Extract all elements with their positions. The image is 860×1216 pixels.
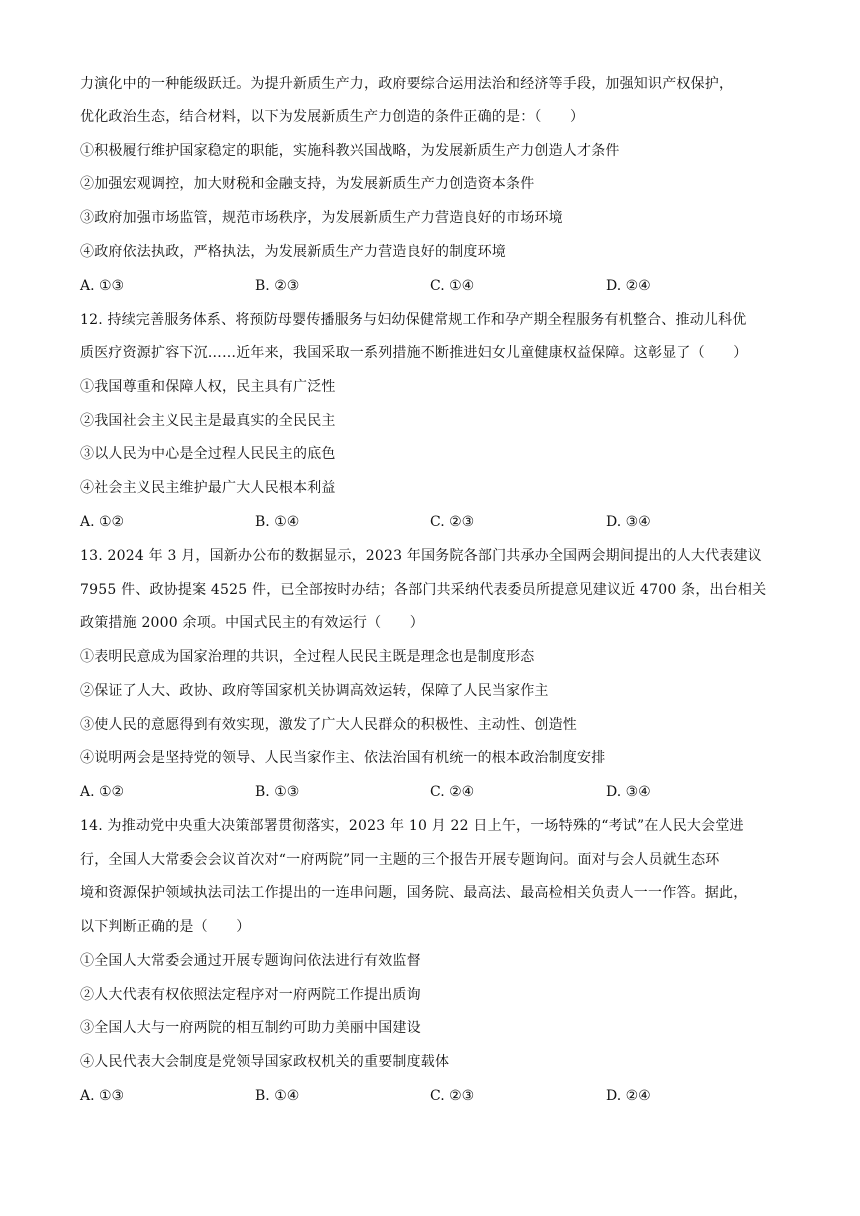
q12-options [80,512,780,532]
q12-option-c[interactable]: C. ②③ [430,514,475,530]
q11-option-d[interactable]: D. ②④ [606,278,651,294]
q12-option-d[interactable]: D. ③④ [606,514,651,530]
q11-option-c[interactable]: C. ①④ [430,278,475,294]
q13-stem-line-2: 7955 件、政协提案 4525 件，已全部按时办结；各部门共采纳代表委员所提意见建议近 4700 条，出台相关 [80,582,767,598]
q12-stem-line-2: 质医疗资源扩容下沉……近年来，我国采取一系列措施不断推进妇女儿童健康权益保障。这彰显了（ ） [80,345,748,361]
q11-stem-line-2: 优化政治生态，结合材料，以下为发展新质生产力创造的条件正确的是：（ ） [80,109,585,125]
q13-item-2: ②保证了人大、政协、政府等国家机关协调高效运转，保障了人民当家作主 [80,683,549,699]
q14-stem-line-1: 14. 为推动党中央重大决策部署贯彻落实，2023 年 10 月 22 日上午，一场特殊的“考试”在人民大会堂进 [80,818,744,834]
q13-stem-line-1: 13. 2024 年 3 月，国新办公布的数据显示，2023 年国务院各部门共承办全国两会期间提出的人大代表建议 [80,548,762,564]
q11-item-3: ③政府加强市场监管，规范市场秩序，为发展新质生产力营造良好的市场环境 [80,210,563,226]
q14-option-a[interactable]: A. ①③ [80,1088,125,1104]
q11-option-a[interactable]: A. ①③ [80,278,125,294]
q12-item-4: ④社会主义民主维护最广大人民根本利益 [80,480,336,496]
q12-item-3: ③以人民为中心是全过程人民民主的底色 [80,446,336,462]
q12-stem-line-1: 12. 持续完善服务体系、将预防母婴传播服务与妇幼保健常规工作和孕产期全程服务有机整合、推动儿科优 [80,312,747,328]
q11-options [80,276,780,296]
q14-stem-line-4: 以下判断正确的是（ ） [80,919,251,935]
q11-item-2: ②加强宏观调控，加大财税和金融支持，为发展新质生产力创造资本条件 [80,176,535,192]
q13-stem-line-3: 政策措施 2000 余项。中国式民主的有效运行（ ） [80,615,424,631]
q11-item-4: ④政府依法执政，严格执法，为发展新质生产力营造良好的制度环境 [80,244,506,260]
q12-item-1: ①我国尊重和保障人权，民主具有广泛性 [80,379,336,395]
q14-item-2: ②人大代表有权依照法定程序对一府两院工作提出质询 [80,987,421,1003]
q14-options [80,1086,780,1106]
q12-option-a[interactable]: A. ①② [80,514,125,530]
q14-stem-line-3: 境和资源保护领域执法司法工作提出的一连串问题，国务院、最高法、最高检相关负责人一一作答。据此， [80,885,748,901]
q13-option-d[interactable]: D. ③④ [606,784,651,800]
q11-option-b[interactable]: B. ②③ [255,278,300,294]
q13-item-1: ①表明民意成为国家治理的共识，全过程人民民主既是理念也是制度形态 [80,649,535,665]
q13-option-a[interactable]: A. ①② [80,784,125,800]
q13-option-c[interactable]: C. ②④ [430,784,475,800]
q13-item-3: ③使人民的意愿得到有效实现，激发了广大人民群众的积极性、主动性、创造性 [80,717,577,733]
q14-stem-line-2: 行，全国人大常委会会议首次对“一府两院”同一主题的三个报告开展专题询问。面对与会人员就生态环 [80,852,720,868]
q11-stem-line-1: 力演化中的一种能级跃迁。为提升新质生产力，政府要综合运用法治和经济等手段，加强知识产权保护， [80,76,734,92]
q14-option-d[interactable]: D. ②④ [606,1088,651,1104]
q13-option-b[interactable]: B. ①③ [255,784,300,800]
q11-item-1: ①积极履行维护国家稳定的职能，实施科教兴国战略，为发展新质生产力创造人才条件 [80,143,620,159]
q12-item-2: ②我国社会主义民主是最真实的全民民主 [80,413,336,429]
q14-item-1: ①全国人大常委会通过开展专题询问依法进行有效监督 [80,953,421,969]
q13-options [80,782,780,802]
q14-option-b[interactable]: B. ①④ [255,1088,300,1104]
q13-item-4: ④说明两会是坚持党的领导、人民当家作主、依法治国有机统一的根本政治制度安排 [80,750,606,766]
q12-option-b[interactable]: B. ①④ [255,514,300,530]
q14-item-4: ④人民代表大会制度是党领导国家政权机关的重要制度载体 [80,1054,450,1070]
q14-item-3: ③全国人大与一府两院的相互制约可助力美丽中国建设 [80,1020,421,1036]
q14-option-c[interactable]: C. ②③ [430,1088,475,1104]
